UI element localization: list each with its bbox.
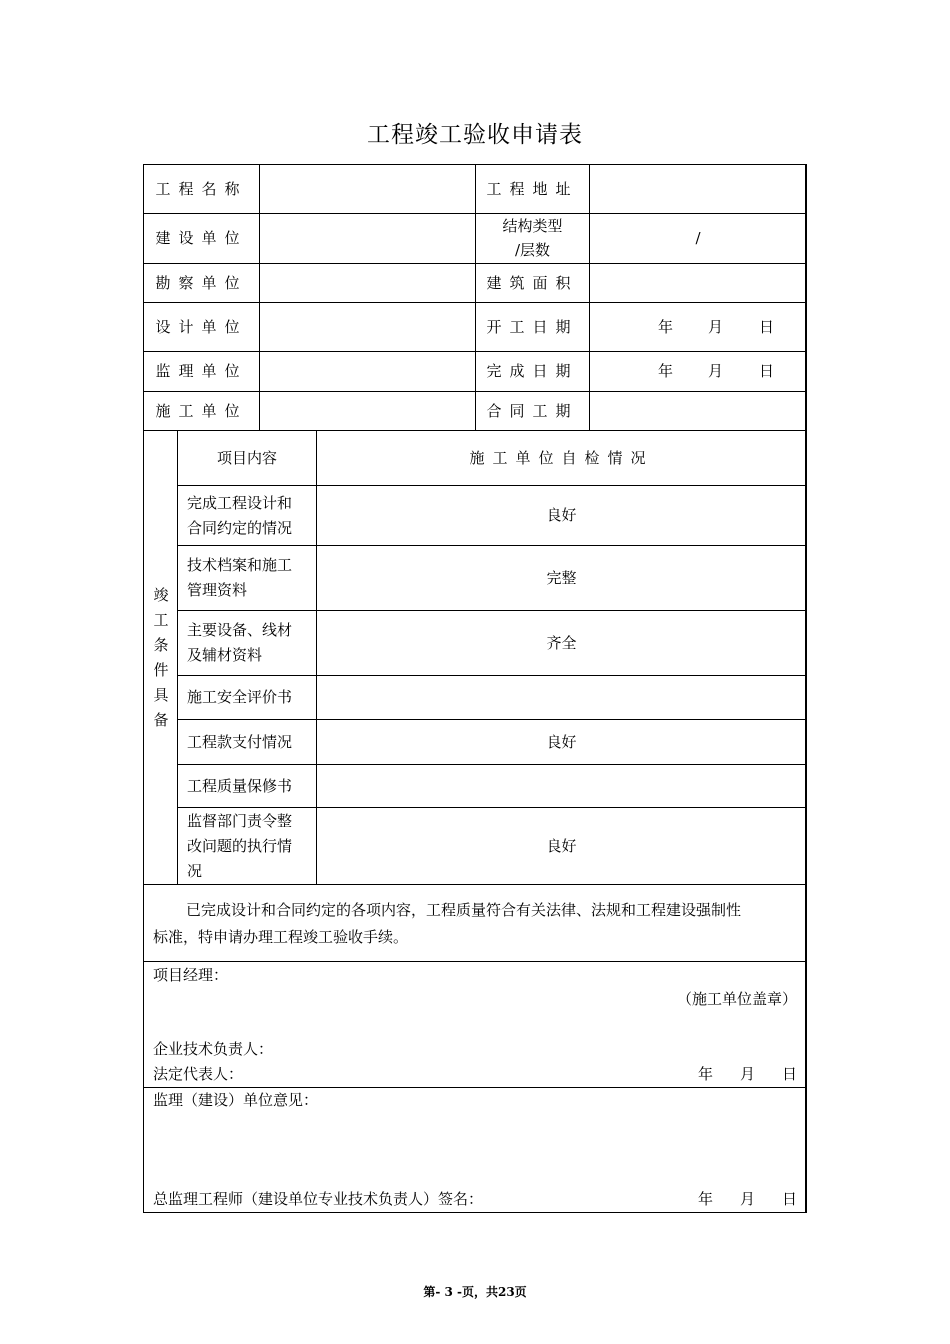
condition-item [178,611,316,675]
condition-status[interactable]: 齐全 [546,633,577,652]
header-self-check: 施工单位自检情况 [469,448,654,467]
label-structure-floors [476,214,589,263]
contractor-seal-label: （施工单位盖章） [676,990,797,1008]
condition-item [178,486,316,545]
side-char: 备 [153,711,169,729]
header-item-content: 项目内容 [216,448,277,467]
side-char: 竣 [153,586,169,604]
label-contract-period: 合同工期 [486,401,579,420]
item-line: 完成工程设计和 [187,494,293,512]
contract-period-value[interactable] [590,392,806,430]
label-project-name: 工程名称 [155,179,248,198]
label-floors: /层数 [514,241,551,259]
year-label: 年 [658,362,674,380]
label-survey-unit: 勘察单位 [155,273,248,292]
contractor-unit-value[interactable] [260,392,475,430]
side-char: 具 [153,686,169,704]
label-completion-date: 完成日期 [486,362,579,380]
start-date-value[interactable] [590,303,806,351]
day-label: 日 [759,362,775,380]
item-line: 改问题的执行情 [187,837,293,855]
page-footer: 第- 3 -页，共23页 [423,1285,527,1299]
conditions-side-label [149,583,173,733]
month-label: 月 [708,317,724,336]
condition-status[interactable]: 良好 [546,732,577,751]
label-contractor-unit: 施工单位 [155,401,248,420]
item-line: 技术档案和施工 [187,556,293,574]
month-label: 月 [708,362,724,380]
chief-engineer-signature-label: 总监理工程师（建设单位专业技术负责人）签名： [153,1190,484,1208]
label-design-unit: 设计单位 [155,317,248,336]
side-char: 条 [153,636,169,654]
condition-item [178,546,316,610]
item-line: 管理资料 [187,581,248,599]
year-label: 年 [658,317,674,336]
project-manager-label: 项目经理： [153,966,229,984]
item-line: 主要设备、线材 [187,621,293,639]
supervision-opinion-label: 监理（建设）单位意见： [153,1091,319,1109]
page-title: 工程竣工验收申请表 [367,122,583,148]
month-label: 月 [740,1065,756,1083]
condition-item: 工程质量保修书 [187,776,293,795]
project-name-value[interactable] [260,165,475,213]
label-project-address: 工程地址 [486,179,579,198]
month-label: 月 [740,1190,756,1208]
tech-lead-label: 企业技术负责人： [153,1040,274,1058]
structure-floors-value[interactable]: / [695,229,701,247]
section-divider [144,884,806,885]
building-area-value[interactable] [590,264,806,302]
declaration-text: 标准，特申请办理工程竣工验收手续。 [153,928,409,946]
label-supervision-unit: 监理单位 [155,362,248,380]
survey-unit-value[interactable] [260,264,475,302]
label-start-date: 开工日期 [486,317,579,336]
day-label: 日 [782,1065,798,1083]
declaration-text: 已完成设计和合同约定的各项内容，工程质量符合有关法律、法规和工程建设强制性 [186,901,742,919]
project-address-value[interactable] [590,165,806,213]
label-construction-unit: 建设单位 [155,229,248,247]
item-line: 监督部门责令整 [187,812,293,830]
condition-status[interactable]: 完整 [546,568,577,587]
condition-status[interactable]: 良好 [546,836,577,855]
supervision-unit-value[interactable] [260,352,475,391]
design-unit-value[interactable] [260,303,475,351]
item-line: 合同约定的情况 [187,519,293,537]
condition-status[interactable]: 良好 [546,506,577,524]
label-building-area: 建筑面积 [486,273,579,292]
section-divider [144,961,806,962]
completion-date-value[interactable] [590,352,806,391]
condition-status[interactable] [317,676,806,719]
legal-rep-label: 法定代表人： [153,1065,244,1083]
item-line: 况 [187,862,203,880]
side-char: 工 [153,611,169,629]
year-label: 年 [698,1065,714,1083]
item-line: 及辅材资料 [187,646,263,664]
construction-unit-value[interactable] [260,214,475,263]
day-label: 日 [782,1190,798,1208]
condition-status[interactable] [317,765,806,807]
condition-item: 施工安全评价书 [187,688,293,706]
condition-item: 工程款支付情况 [187,732,293,751]
day-label: 日 [759,317,775,336]
side-char: 件 [153,661,169,679]
label-structure-type: 结构类型 [502,217,563,235]
condition-item [178,808,316,884]
application-form [143,164,807,1213]
year-label: 年 [698,1190,714,1208]
